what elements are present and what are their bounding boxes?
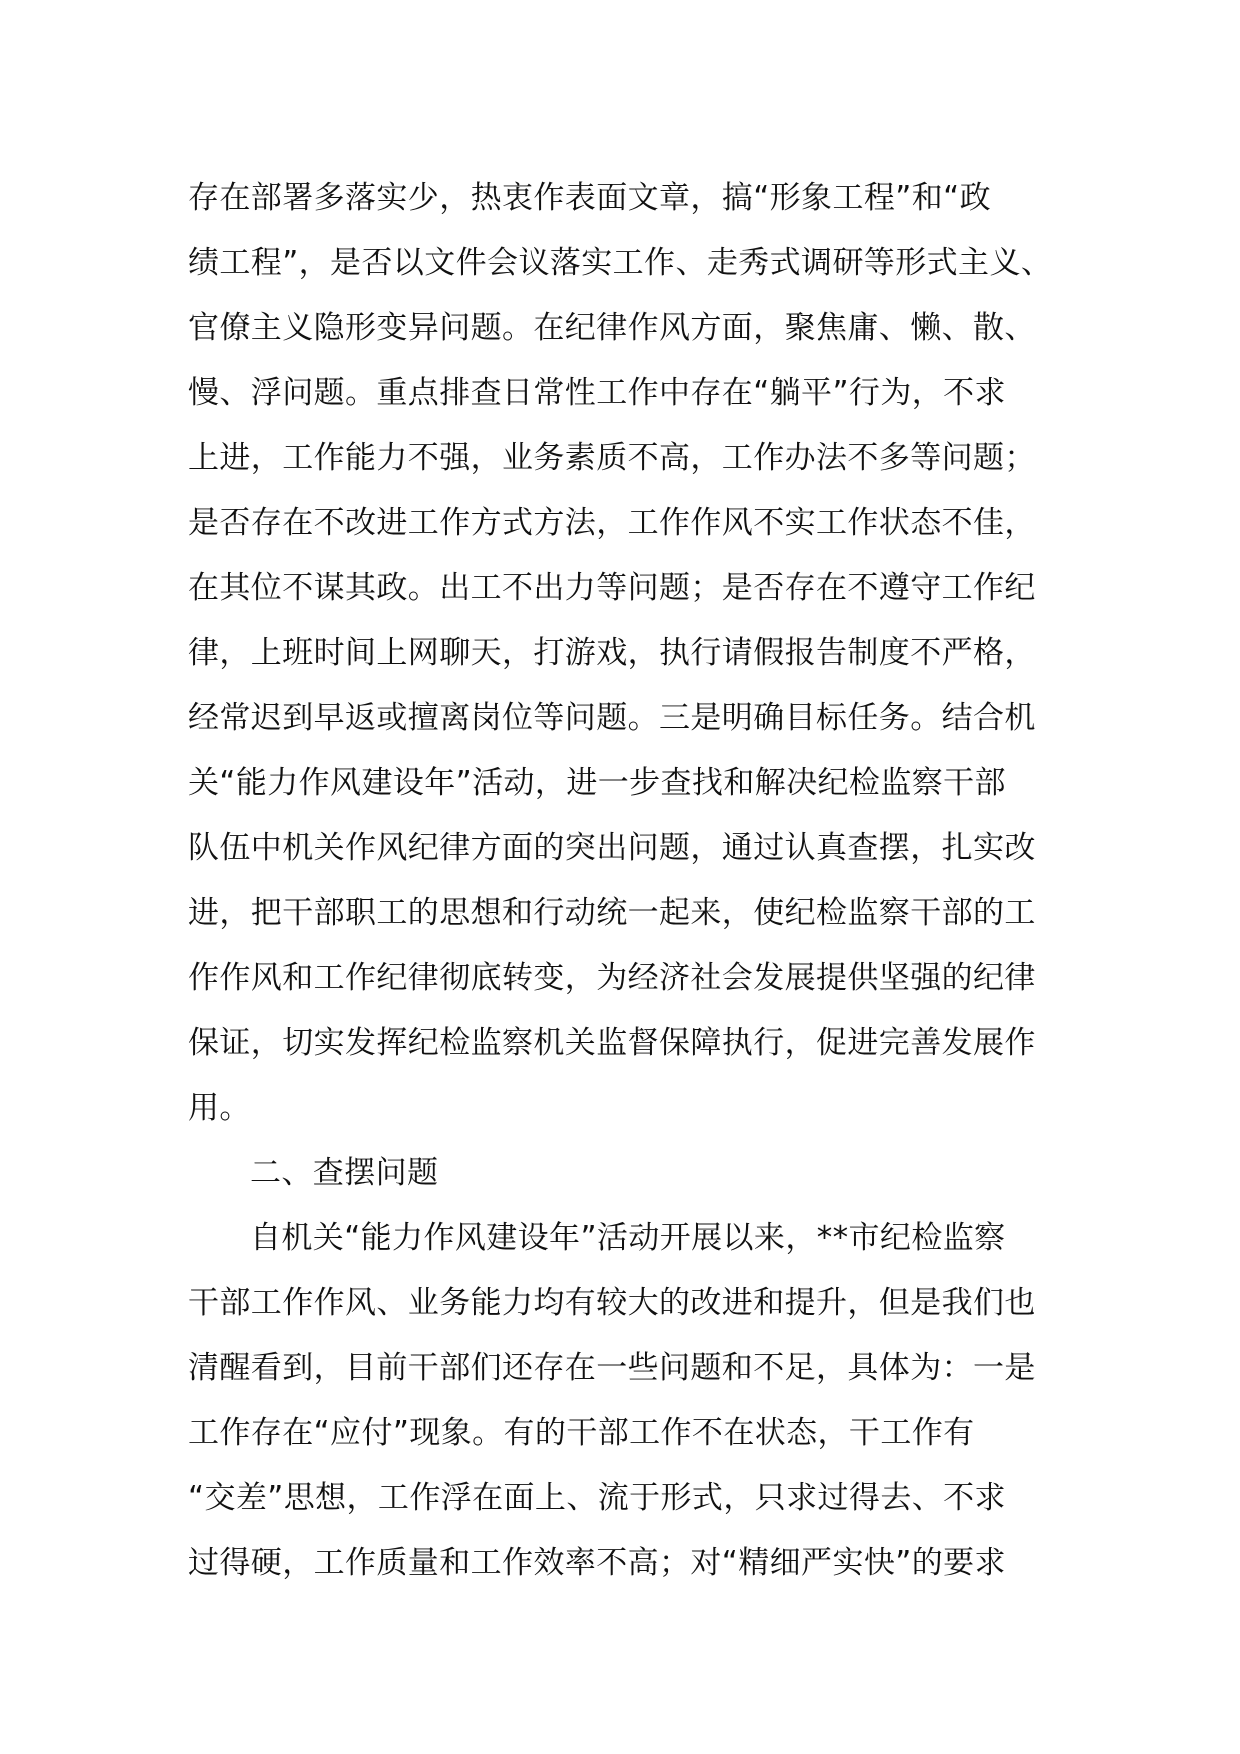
text-line: 自机关“能力作风建设年”活动开展以来，**市纪检监察 bbox=[250, 1220, 1006, 1256]
text-line: 关“能力作风建设年”活动，进一步查找和解决纪检监察干部 bbox=[188, 765, 1006, 801]
text-line: 律，上班时间上网聊天，打游戏，执行请假报告制度不严格， bbox=[188, 635, 1036, 671]
text-line: “交差”思想，工作浮在面上、流于形式，只求过得去、不求 bbox=[188, 1480, 1006, 1516]
text-line: 慢、浮问题。重点排查日常性工作中存在“躺平”行为，不求 bbox=[188, 375, 1006, 411]
text-line: 经常迟到早返或擅离岗位等问题。三是明确目标任务。结合机 bbox=[188, 700, 1036, 736]
text-line: 官僚主义隐形变异问题。在纪律作风方面，聚焦庸、懒、散、 bbox=[188, 310, 1036, 346]
section-heading: 二、查摆问题 bbox=[250, 1155, 439, 1191]
text-line: 用。 bbox=[188, 1090, 251, 1126]
text-line: 过得硬，工作质量和工作效率不高；对“精细严实快”的要求 bbox=[188, 1545, 1006, 1581]
text-line: 队伍中机关作风纪律方面的突出问题，通过认真查摆，扎实改 bbox=[188, 830, 1036, 866]
text-line: 工作存在“应付”现象。有的干部工作不在状态，干工作有 bbox=[188, 1415, 975, 1451]
document-body bbox=[188, 166, 1058, 1596]
text-line: 在其位不谋其政。出工不出力等问题；是否存在不遵守工作纪 bbox=[188, 570, 1036, 606]
text-line: 上进，工作能力不强，业务素质不高，工作办法不多等问题； bbox=[188, 440, 1036, 476]
text-line: 进，把干部职工的思想和行动统一起来，使纪检监察干部的工 bbox=[188, 895, 1036, 931]
text-line: 保证，切实发挥纪检监察机关监督保障执行，促进完善发展作 bbox=[188, 1025, 1036, 1061]
text-line: 干部工作作风、业务能力均有较大的改进和提升，但是我们也 bbox=[188, 1285, 1036, 1321]
text-line: 是否存在不改进工作方式方法，工作作风不实工作状态不佳， bbox=[188, 505, 1036, 541]
text-line: 存在部署多落实少，热衷作表面文章，搞“形象工程”和“政 bbox=[188, 180, 991, 216]
text-line: 清醒看到，目前干部们还存在一些问题和不足，具体为：一是 bbox=[188, 1350, 1036, 1386]
text-line: 作作风和工作纪律彻底转变，为经济社会发展提供坚强的纪律 bbox=[188, 960, 1036, 996]
text-line: 绩工程”，是否以文件会议落实工作、走秀式调研等形式主义、 bbox=[188, 245, 1053, 281]
